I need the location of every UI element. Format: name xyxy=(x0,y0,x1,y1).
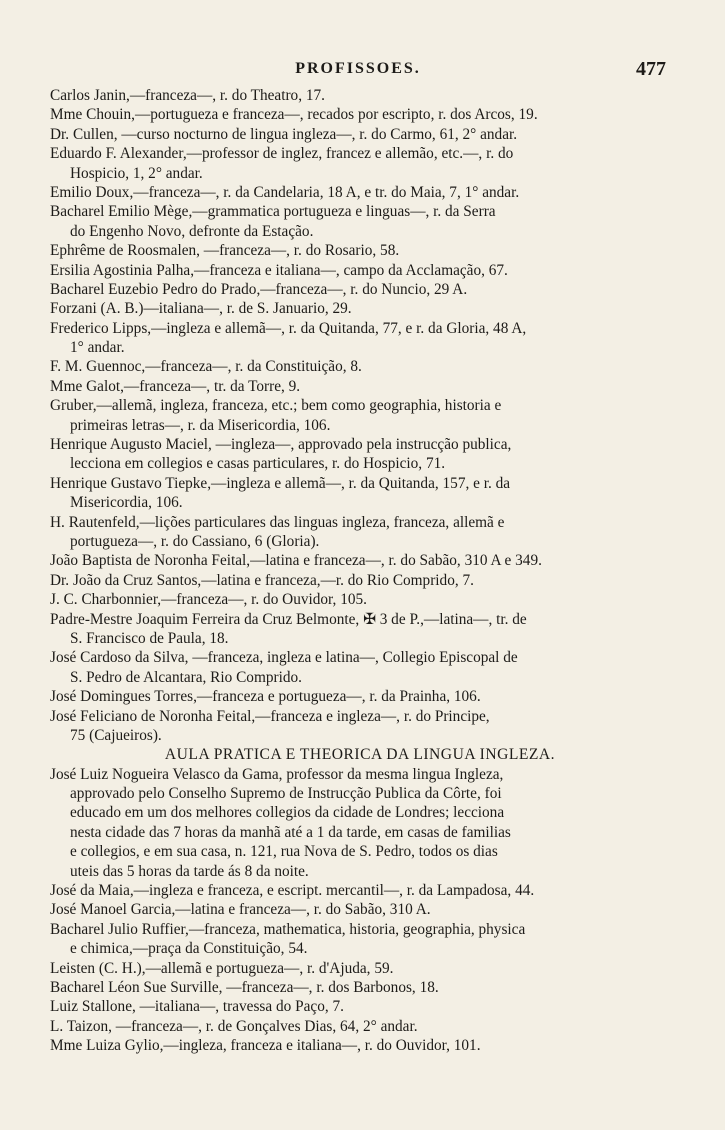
entry-line: Leisten (C. H.),—allemã e portugueza—, r. d'Ajuda, 59. xyxy=(50,959,394,977)
entry-continuation-line: lecciona em collegios e casas particulares, r. do Hospicio, 71. xyxy=(70,455,446,473)
entry-line: Bacharel Julio Ruffier,—franceza, mathematica, historia, geographia, physica xyxy=(50,920,526,938)
entry-continuation-line: nesta cidade das 7 horas da manhã até a 1 da tarde, em casas de familias xyxy=(70,823,511,841)
entry-continuation-line: educado em um dos melhores collegios da cidade de Londres; lecciona xyxy=(70,804,505,822)
entry-line: Bacharel Léon Sue Surville, —franceza—, r. dos Barbonos, 18. xyxy=(50,978,439,996)
directory-listing xyxy=(50,86,670,1056)
entry-continuation-line: 75 (Cajueiros). xyxy=(70,726,162,744)
entry-line: Padre-Mestre Joaquim Ferreira da Cruz Belmonte, ✠ 3 de P.,—latina—, tr. de xyxy=(50,610,527,628)
entry-line: H. Rautenfeld,—lições particulares das linguas ingleza, franceza, allemã e xyxy=(50,513,505,531)
entry-line: Eduardo F. Alexander,—professor de inglez, francez e allemão, etc.—, r. do xyxy=(50,145,514,163)
entry-continuation-line: uteis das 5 horas da tarde ás 8 da noite. xyxy=(70,862,309,880)
entry-line: Frederico Lipps,—ingleza e allemã—, r. da Quitanda, 77, e r. da Gloria, 48 A, xyxy=(50,319,527,337)
entry-continuation-line: S. Francisco de Paula, 18. xyxy=(70,629,229,647)
entry-continuation-line: e chimica,—praça da Constituição, 54. xyxy=(70,940,308,958)
entry-line: João Baptista de Noronha Feital,—latina e franceza—, r. do Sabão, 310 A e 349. xyxy=(50,552,542,570)
entry-line: Ersilia Agostinia Palha,—franceza e italiana—, campo da Acclamação, 67. xyxy=(50,261,508,279)
entry-continuation-line: Misericordia, 106. xyxy=(70,494,183,512)
section-heading: AULA PRATICA E THEORICA DA LINGUA INGLEZA. xyxy=(164,746,556,764)
entry-continuation-line: 1° andar. xyxy=(70,339,125,357)
entry-continuation-line: e collegios, e em sua casa, n. 121, rua Nova de S. Pedro, todos os dias xyxy=(70,843,498,861)
entry-line: Mme Galot,—franceza—, tr. da Torre, 9. xyxy=(50,377,301,395)
entry-line: Mme Chouin,—portugueza e franceza—, recados por escripto, r. dos Arcos, 19. xyxy=(50,106,538,124)
entry-continuation-line: primeiras letras—, r. da Misericordia, 106. xyxy=(70,416,331,434)
entry-line: F. M. Guennoc,—franceza—, r. da Constituição, 8. xyxy=(50,358,362,376)
entry-continuation-line: approvado pelo Conselho Supremo de Instrucção Publica da Côrte, foi xyxy=(70,785,502,803)
entry-line: Dr. João da Cruz Santos,—latina e franceza,—r. do Rio Comprido, 7. xyxy=(50,571,474,589)
entry-line: Henrique Gustavo Tiepke,—ingleza e allemã—, r. da Quitanda, 157, e r. da xyxy=(50,474,511,492)
entry-line: Emilio Doux,—franceza—, r. da Candelaria, 18 A, e tr. do Maia, 7, 1° andar. xyxy=(50,183,520,201)
entry-line: José Manoel Garcia,—latina e franceza—, r. do Sabão, 310 A. xyxy=(50,901,431,919)
page-header xyxy=(50,58,666,86)
entry-line: Ephrême de Roosmalen, —franceza—, r. do Rosario, 58. xyxy=(50,242,400,260)
entry-line: Carlos Janin,—franceza—, r. do Theatro, 17. xyxy=(50,87,325,104)
entry-line: Forzani (A. B.)—italiana—, r. de S. Januario, 29. xyxy=(50,300,352,318)
entry-line: Bacharel Euzebio Pedro do Prado,—franceza—, r. do Nuncio, 29 A. xyxy=(50,280,468,298)
entry-line: Dr. Cullen, —curso nocturno de lingua ingleza—, r. do Carmo, 61, 2° andar. xyxy=(50,125,518,143)
entry-line: José da Maia,—ingleza e franceza, e escript. mercantil—, r. da Lampadosa, 44. xyxy=(50,882,535,900)
entry-line: Gruber,—allemã, ingleza, franceza, etc.; bem como geographia, historia e xyxy=(50,397,502,415)
page-number: 477 xyxy=(636,58,666,80)
entry-line: Mme Luiza Gylio,—ingleza, franceza e italiana—, r. do Ouvidor, 101. xyxy=(50,1037,481,1055)
entry-continuation-line: S. Pedro de Alcantara, Rio Comprido. xyxy=(70,668,302,686)
running-head: PROFISSOES. xyxy=(295,60,421,77)
entry-line: L. Taizon, —franceza—, r. de Gonçalves Dias, 64, 2° andar. xyxy=(50,1017,418,1035)
entry-line: José Cardoso da Silva, —franceza, ingleza e latina—, Collegio Episcopal de xyxy=(50,649,518,667)
entry-line: J. C. Charbonnier,—franceza—, r. do Ouvidor, 105. xyxy=(50,591,367,609)
entry-continuation-line: portugueza—, r. do Cassiano, 6 (Gloria). xyxy=(70,532,320,550)
entry-line: Bacharel Emilio Mège,—grammatica portugueza e linguas—, r. da Serra xyxy=(50,203,496,221)
entry-line: José Feliciano de Noronha Feital,—franceza e ingleza—, r. do Principe, xyxy=(50,707,490,725)
entry-line: Luiz Stallone, —italiana—, travessa do Paço, 7. xyxy=(50,998,344,1016)
entry-line: José Domingues Torres,—franceza e portugueza—, r. da Prainha, 106. xyxy=(50,688,481,706)
entry-continuation-line: do Engenho Novo, defronte da Estação. xyxy=(70,222,314,240)
entry-line: Henrique Augusto Maciel, —ingleza—, approvado pela instrucção publica, xyxy=(50,436,512,454)
entry-line: José Luiz Nogueira Velasco da Gama, professor da mesma lingua Ingleza, xyxy=(50,765,504,783)
entry-continuation-line: Hospicio, 1, 2° andar. xyxy=(70,164,203,182)
